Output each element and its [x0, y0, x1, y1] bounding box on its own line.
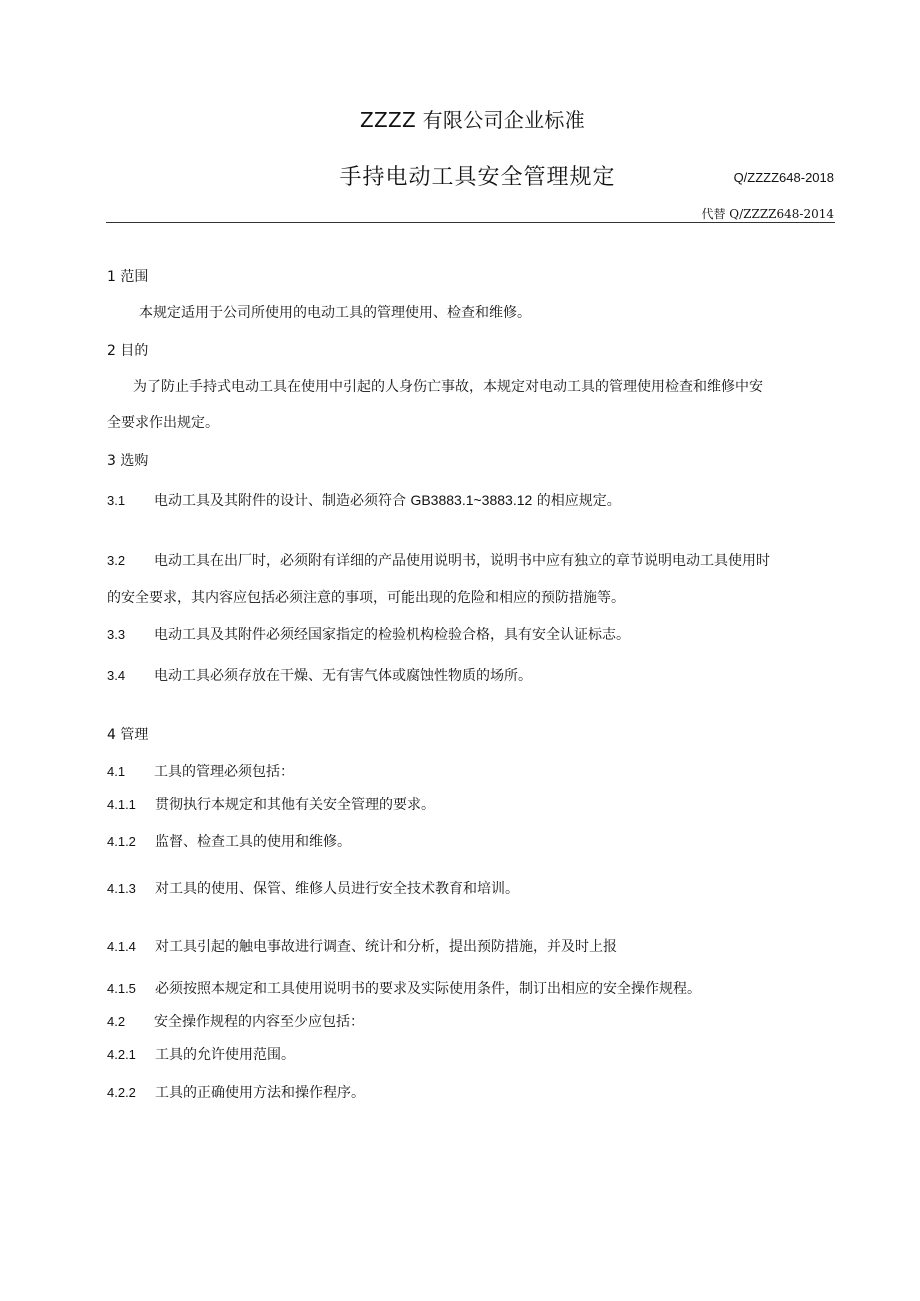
- clause-text: 电动工具必须存放在干燥、无有害气体或腐蚀性物质的场所。: [154, 668, 532, 684]
- clause-4-1-1: [107, 794, 435, 814]
- clause-text: 对工具的使用、保管、维修人员进行安全技术教育和培训。: [155, 881, 519, 897]
- clause-number: 4.1.5: [107, 981, 136, 996]
- purpose-paragraph-line-2: 全要求作出规定。: [107, 415, 219, 431]
- clause-text: 监督、检查工具的使用和维修。: [155, 834, 351, 850]
- clause-4-1-2: [107, 831, 351, 851]
- clause-4-1-5: [107, 978, 701, 998]
- clause-number: 3.1: [107, 493, 126, 508]
- clause-3-4: [107, 665, 532, 685]
- section-heading-scope: 1 范围: [107, 269, 149, 285]
- clause-number: 4.2.2: [107, 1085, 136, 1100]
- purpose-paragraph-line-1: 为了防止手持式电动工具在使用中引起的人身伤亡事故，本规定对电动工具的管理使用检查和维修中安: [133, 379, 763, 395]
- gb-standard-range: GB3883.1~3883.12: [410, 492, 533, 508]
- clause-text: 必须按照本规定和工具使用说明书的要求及实际使用条件，制订出相应的安全操作规程。: [155, 981, 701, 997]
- clause-3-3: [107, 624, 630, 644]
- clause-text-pre: 电动工具及其附件的设计、制造必须符合: [154, 493, 411, 509]
- section-heading-purpose: 2 目的: [107, 343, 149, 359]
- clause-number: 3.2: [107, 553, 126, 568]
- clause-text: 工具的正确使用方法和操作程序。: [155, 1085, 365, 1101]
- clause-number: 4.1.3: [107, 881, 136, 896]
- replaces-standard: 代替 Q/ZZZZ648-2014: [701, 207, 834, 221]
- clause-number: 4.1.4: [107, 939, 136, 954]
- organization-title: ZZZZ 有限公司企业标准: [359, 108, 586, 132]
- clause-text: 电动工具在出厂时，必须附有详细的产品使用说明书，说明书中应有独立的章节说明电动工具使用时: [154, 553, 770, 569]
- clause-number: 4.2: [107, 1014, 126, 1029]
- clause-3-2-line-2: 的安全要求，其内容应包括必须注意的事项，可能出现的危险和相应的预防措施等。: [107, 590, 625, 606]
- clause-number: 4.1.1: [107, 797, 136, 812]
- clause-text: 安全操作规程的内容至少应包括：: [154, 1014, 364, 1030]
- section-heading-management: 4 管理: [107, 727, 149, 743]
- document-title: 手持电动工具安全管理规定: [339, 165, 616, 190]
- clause-4-2: [107, 1011, 364, 1031]
- standard-code: Q/ZZZZ648-2018: [733, 170, 834, 185]
- clause-4-2-2: [107, 1082, 365, 1102]
- clause-4-2-1: [107, 1044, 295, 1064]
- clause-text: 贯彻执行本规定和其他有关安全管理的要求。: [155, 797, 435, 813]
- scope-paragraph: 本规定适用于公司所使用的电动工具的管理使用、检查和维修。: [139, 305, 531, 321]
- clause-text-post: 的相应规定。: [532, 493, 621, 509]
- clause-4-1-4: [107, 936, 617, 956]
- clause-text: 对工具引起的触电事故进行调查、统计和分析，提出预防措施，并及时上报: [155, 939, 617, 955]
- clause-4-1-3: [107, 878, 519, 898]
- clause-3-1: [107, 490, 621, 510]
- clause-text: 电动工具及其附件必须经国家指定的检验机构检验合格，具有安全认证标志。: [154, 627, 630, 643]
- clause-4-1: [107, 761, 294, 781]
- clause-number: 3.3: [107, 627, 126, 642]
- clause-text: 工具的管理必须包括：: [154, 764, 294, 780]
- clause-number: 4.1.2: [107, 834, 136, 849]
- section-heading-procurement: 3 选购: [107, 453, 149, 469]
- clause-number: 3.4: [107, 668, 126, 683]
- clause-3-2-line-1: [107, 550, 770, 570]
- clause-number: 4.2.1: [107, 1047, 136, 1062]
- header-divider: [106, 222, 835, 223]
- clause-text: 工具的允许使用范围。: [155, 1047, 295, 1063]
- clause-number: 4.1: [107, 764, 126, 779]
